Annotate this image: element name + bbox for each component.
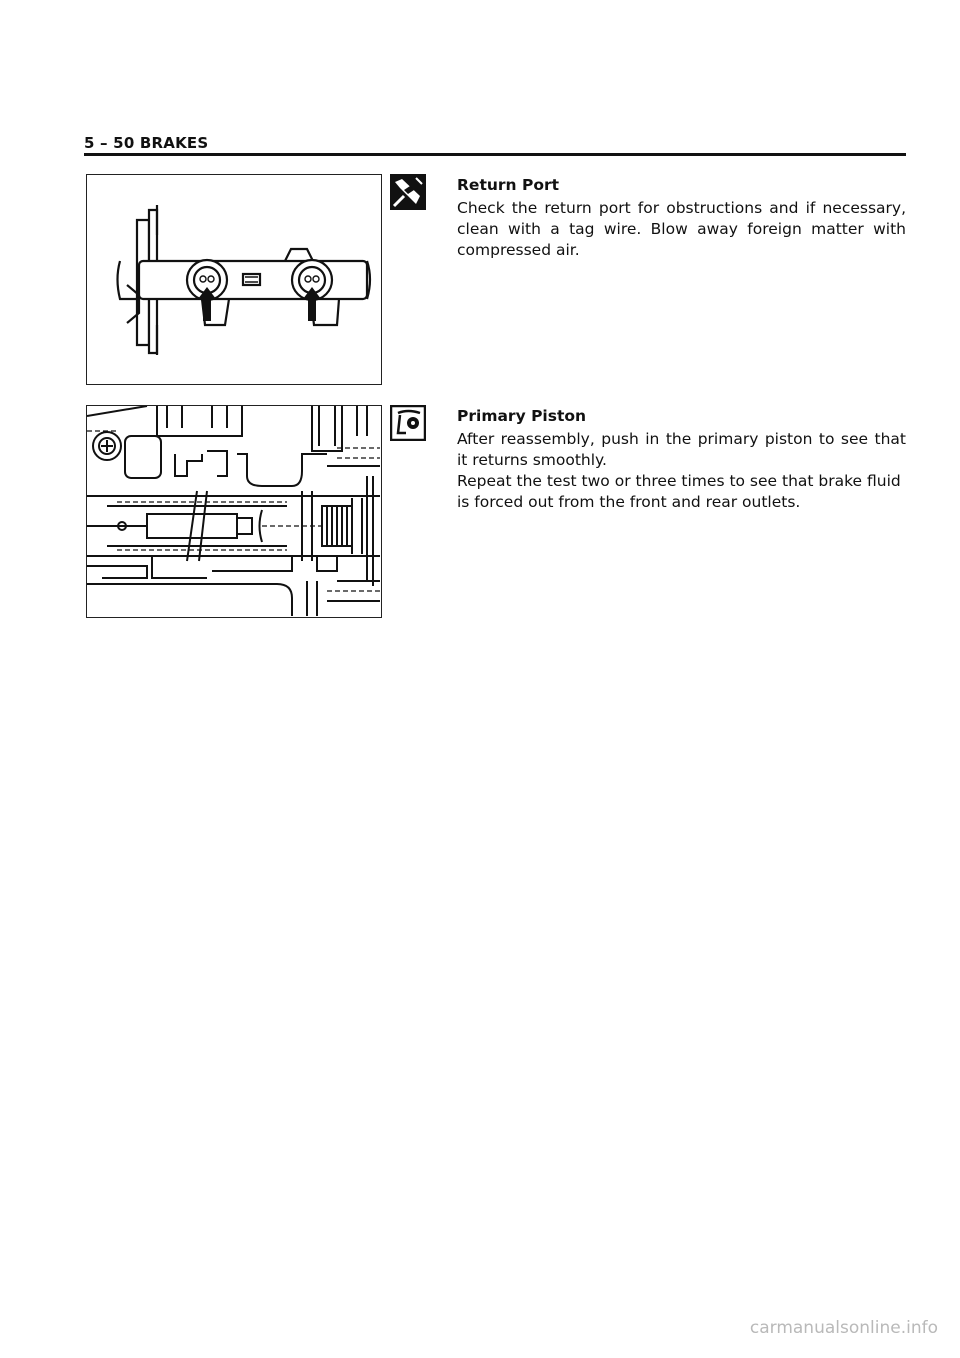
section-title: Primary Piston — [457, 407, 587, 425]
section-paragraph: Check the return port for obstructions and if necessary, clean with a tag wire. Blow away foreign matter with compressed air. — [457, 199, 906, 259]
page-header: 5 – 50 BRAKES — [84, 134, 209, 152]
inspection-icon — [390, 405, 426, 441]
section-paragraph: Repeat the test two or three times to see that brake fluid is forced out from the front and rear outlets. — [457, 472, 901, 511]
section-paragraph: After reassembly, push in the primary piston to see that it returns smoothly. — [457, 430, 906, 469]
section-body — [457, 429, 906, 513]
header-rule — [84, 153, 906, 156]
cleaning-tool-icon — [390, 174, 426, 210]
watermark: carmanualsonline.info — [749, 1318, 938, 1338]
master-cylinder-cross-section-figure — [86, 405, 382, 618]
section-body — [457, 198, 906, 261]
section-title: Return Port — [457, 176, 560, 194]
master-cylinder-return-ports-figure — [86, 174, 382, 385]
